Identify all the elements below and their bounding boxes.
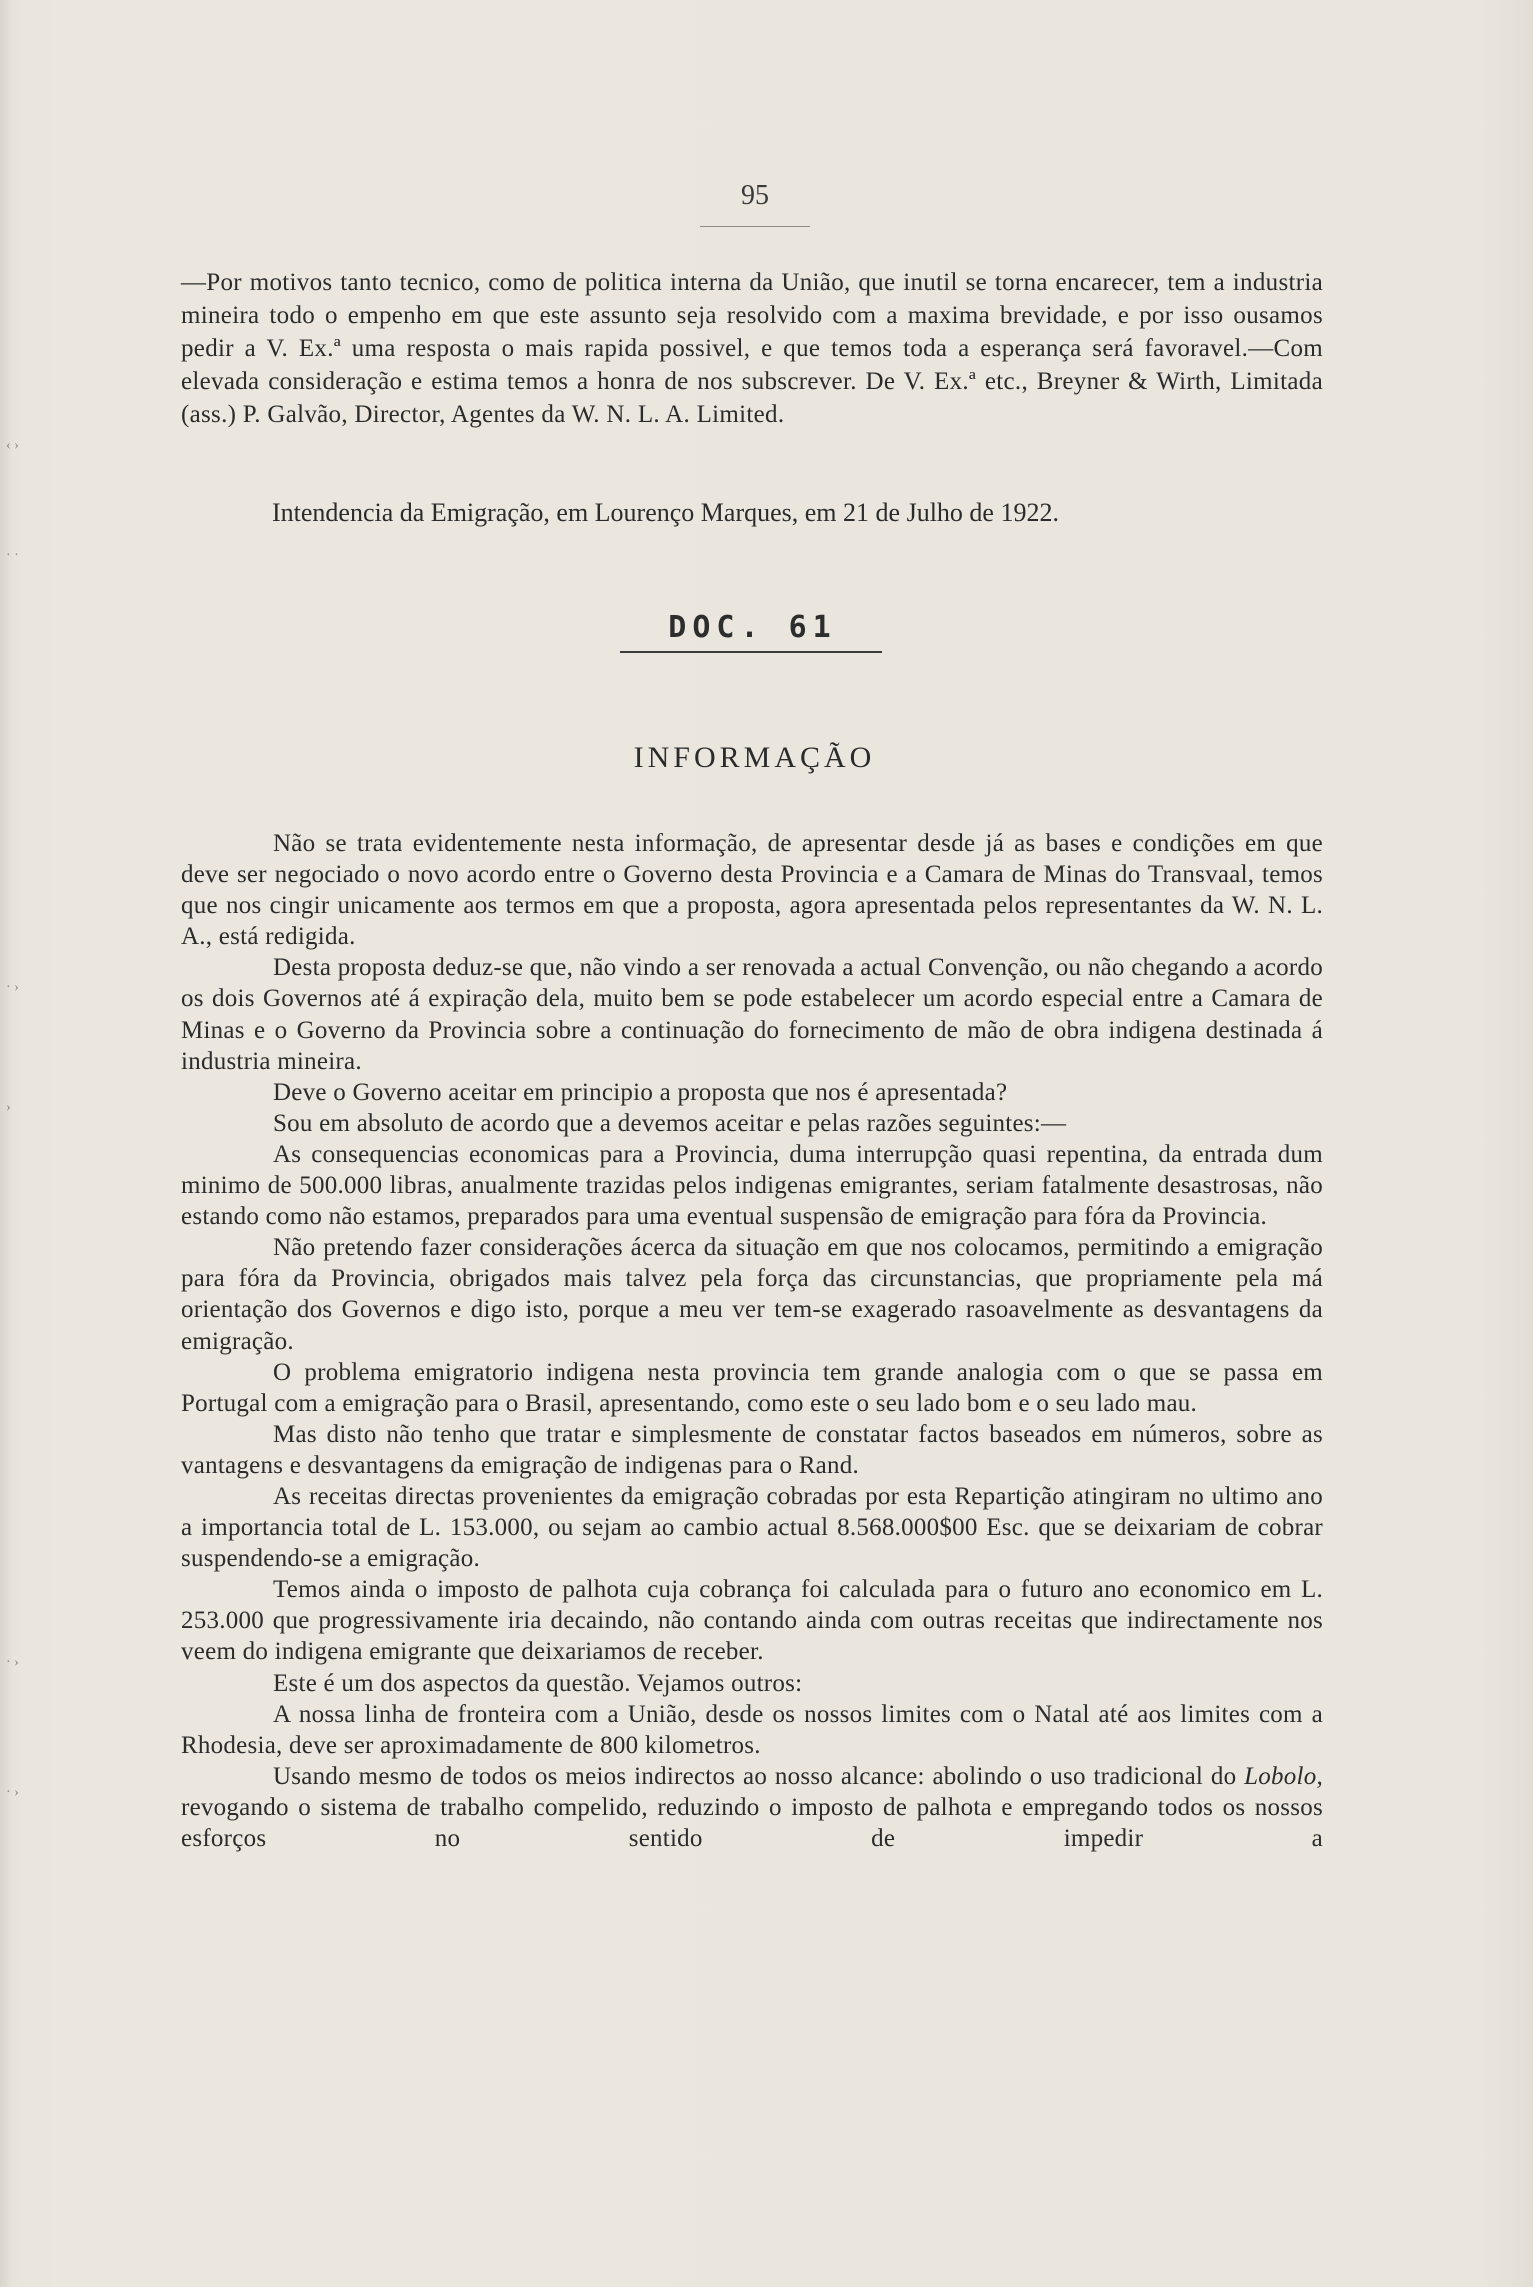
- document-label-rule: [620, 651, 882, 653]
- paragraph: Não pretendo fazer considerações ácerca da situação em que nos colocamos, permitindo a emigração para fóra da Provincia, obrigados mais talvez pela força das circunstancias, que propriamente pela má orientação dos Governos e digo isto, porque a meu ver tem-se exagerado rasoavelmente as desvantagens da emigração.: [181, 1234, 1323, 1355]
- paragraph: Deve o Governo aceitar em principio a proposta que nos é apresentada?: [273, 1078, 1008, 1106]
- margin-mark: · ›: [6, 1785, 19, 1800]
- paragraph: Este é um dos aspectos da questão. Vejamos outros:: [273, 1669, 803, 1697]
- last-paragraph-end: revogando o sistema de trabalho compelido, reduzindo o imposto de palhota e empregando todos os nossos esforços no sentido de impedir a: [181, 1793, 1323, 1852]
- paragraph: As receitas directas provenientes da emigração cobradas por esta Repartição atingiram no ultimo ano a importancia total de L. 153.000, ou sejam ao cambio actual 8.568.000$00 Esc. que se deixariam de cobrar suspendendo-se a emigração.: [181, 1482, 1323, 1573]
- margin-mark: ›: [6, 1100, 11, 1115]
- paragraph: Mas disto não tenho que tratar e simplesmente de constatar factos baseados em números, sobre as vantagens e desvantagens da emigração de indigenas para o Rand.: [181, 1420, 1323, 1479]
- paragraph: Sou em absoluto de acordo que a devemos aceitar e pelas razões seguintes:—: [273, 1109, 1067, 1137]
- document-label: DOC. 61: [668, 610, 837, 645]
- paragraph: O problema emigratorio indigena nesta provincia tem grande analogia com o que se passa em Portugal com a emigração para o Brasil, apresentando, como este o seu lado bom e o seu lado mau.: [181, 1358, 1323, 1417]
- paragraph: As consequencias economicas para a Provincia, duma interrupção quasi repentina, da entrada dum minimo de 500.000 libras, anualmente trazidas pelos indigenas emigrantes, seriam fatalmente desastrosas, não estando como não estamos, preparados para uma eventual suspensão de emigração para fóra da Provincia.: [181, 1140, 1323, 1231]
- margin-mark: · ›: [6, 980, 19, 995]
- paragraph: Temos ainda o imposto de palhota cuja cobrança foi calculada para o futuro ano economico em L. 253.000 que progressivamente iria decaindo, não contando ainda com outras receitas que indirectamente nos veem do indigena emigrante que deixariamos de receber.: [181, 1576, 1323, 1666]
- paragraph: A nossa linha de fronteira com a União, desde os nossos limites com o Natal até aos limites com a Rhodesia, deve ser aproximadamente de 800 kilometros.: [181, 1700, 1323, 1759]
- page-number-rule: [700, 226, 810, 227]
- last-paragraph: [181, 1761, 1323, 1854]
- dateline: Intendencia da Emigração, em Lourenço Marques, em 21 de Julho de 1922.: [272, 498, 1059, 527]
- margin-mark: · ›: [6, 1655, 19, 1670]
- page-number: 95: [741, 180, 769, 211]
- body-text: [181, 828, 1323, 1854]
- italic-term: Lobolo,: [1244, 1762, 1323, 1790]
- margin-mark: · ·: [6, 548, 19, 563]
- margin-mark: ‹ ›: [6, 438, 19, 453]
- last-paragraph-start: Usando mesmo de todos os meios indirectos ao nosso alcance: abolindo o uso tradicional do: [273, 1762, 1245, 1790]
- paragraph: Desta proposta deduz-se que, não vindo a ser renovada a actual Convenção, ou não chegando a acordo os dois Governos até á expiração dela, muito bem se pode estabelecer um acordo especial entre a Camara de Minas e o Governo da Provincia sobre a continuação do fornecimento de mão de obra indigena destinada á industria mineira.: [181, 954, 1323, 1075]
- section-heading: INFORMAÇÃO: [633, 741, 876, 774]
- paragraph: Não se trata evidentemente nesta informação, de apresentar desde já as bases e condições em que deve ser negociado o novo acordo entre o Governo desta Provincia e a Camara de Minas do Transvaal, temos que nos cingir unicamente aos termos em que a proposta, agora apresentada pelos representantes da W. N. L. A., está redigida.: [181, 830, 1323, 951]
- letter-closing-paragraph: —Por motivos tanto tecnico, como de politica interna da União, que inutil se torna encarecer, tem a industria mineira todo o empenho em que este assunto seja resolvido com a maxima brevidade, e por isso ousamos pedir a V. Ex.ª uma resposta o mais rapida possivel, e que temos toda a esperança será favoravel.—Com elevada consideração e estima temos a honra de nos subscrever. De V. Ex.ª etc., Breyner & Wirth, Limitada (ass.) P. Galvão, Director, Agentes da W. N. L. A. Limited.: [181, 269, 1323, 428]
